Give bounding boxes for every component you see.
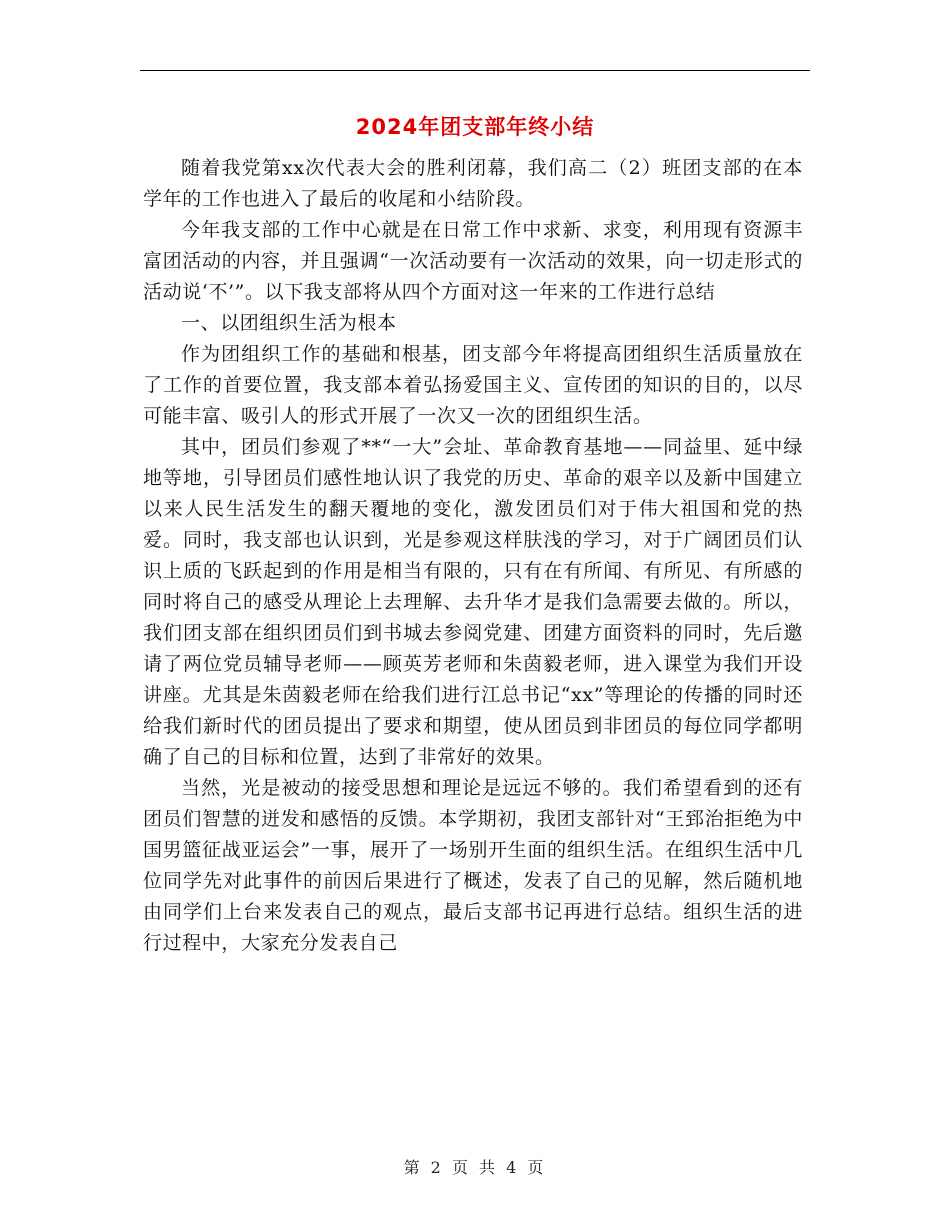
section-heading: 一、以团组织生活为根本	[181, 312, 397, 334]
paragraph: 当然，光是被动的接受思想和理论是远远不够的。我们希望看到的还有团员们智慧的迸发和感悟的反馈。本学期初，我团支部针对“王郅治拒绝为中国男篮征战亚运会”一事，展开了一场别开生面的组织生活。在组织生活中几位同学先对此事件的前因后果进行了概述，发表了自己的见解，然后随机地由同学们上台来发表自己的观点，最后支部书记再进行总结。组织生活的进行过程中，大家充分发表自己	[143, 777, 803, 954]
document-body	[143, 153, 803, 959]
page-number: 第 2 页 共 4 页	[403, 1158, 547, 1177]
paragraph: 作为团组织工作的基础和根基，团支部今年将提高团组织生活质量放在了工作的首要位置，我支部本着弘扬爱国主义、宣传团的知识的目的，以尽可能丰富、吸引人的形式开展了一次又一次的团组织生活。	[143, 343, 803, 427]
header-rule	[140, 70, 810, 71]
paragraph: 随着我党第xx次代表大会的胜利闭幕，我们高二（2）班团支部的在本学年的工作也进入了最后的收尾和小结阶段。	[143, 157, 803, 210]
paragraph: 今年我支部的工作中心就是在日常工作中求新、求变，利用现有资源丰富团活动的内容，并且强调“一次活动要有一次活动的效果，向一切走形式的活动说‘不’”。以下我支部将从四个方面对这一年来的工作进行总结	[143, 219, 803, 303]
paragraph: 其中，团员们参观了**“一大”会址、革命教育基地——同益里、延中绿地等地，引导团员们感性地认识了我党的历史、革命的艰辛以及新中国建立以来人民生活发生的翻天覆地的变化，激发团员们对于伟大祖国和党的热爱。同时，我支部也认识到，光是参观这样肤浅的学习，对于广阔团员们认识上质的飞跃起到的作用是相当有限的，只有在有所闻、有所见、有所感的同时将自己的感受从理论上去理解、去升华才是我们急需要去做的。所以，我们团支部在组织团员们到书城去参阅党建、团建方面资料的同时，先后邀请了两位党员辅导老师——顾英芳老师和朱茵毅老师，进入课堂为我们开设讲座。尤其是朱茵毅老师在给我们进行江总书记“xx”等理论的传播的同时还给我们新时代的团员提出了要求和期望，使从团员到非团员的每位同学都明确了自己的目标和位置，达到了非常好的效果。	[143, 436, 803, 768]
document-title: 2024年团支部年终小结	[355, 115, 595, 139]
